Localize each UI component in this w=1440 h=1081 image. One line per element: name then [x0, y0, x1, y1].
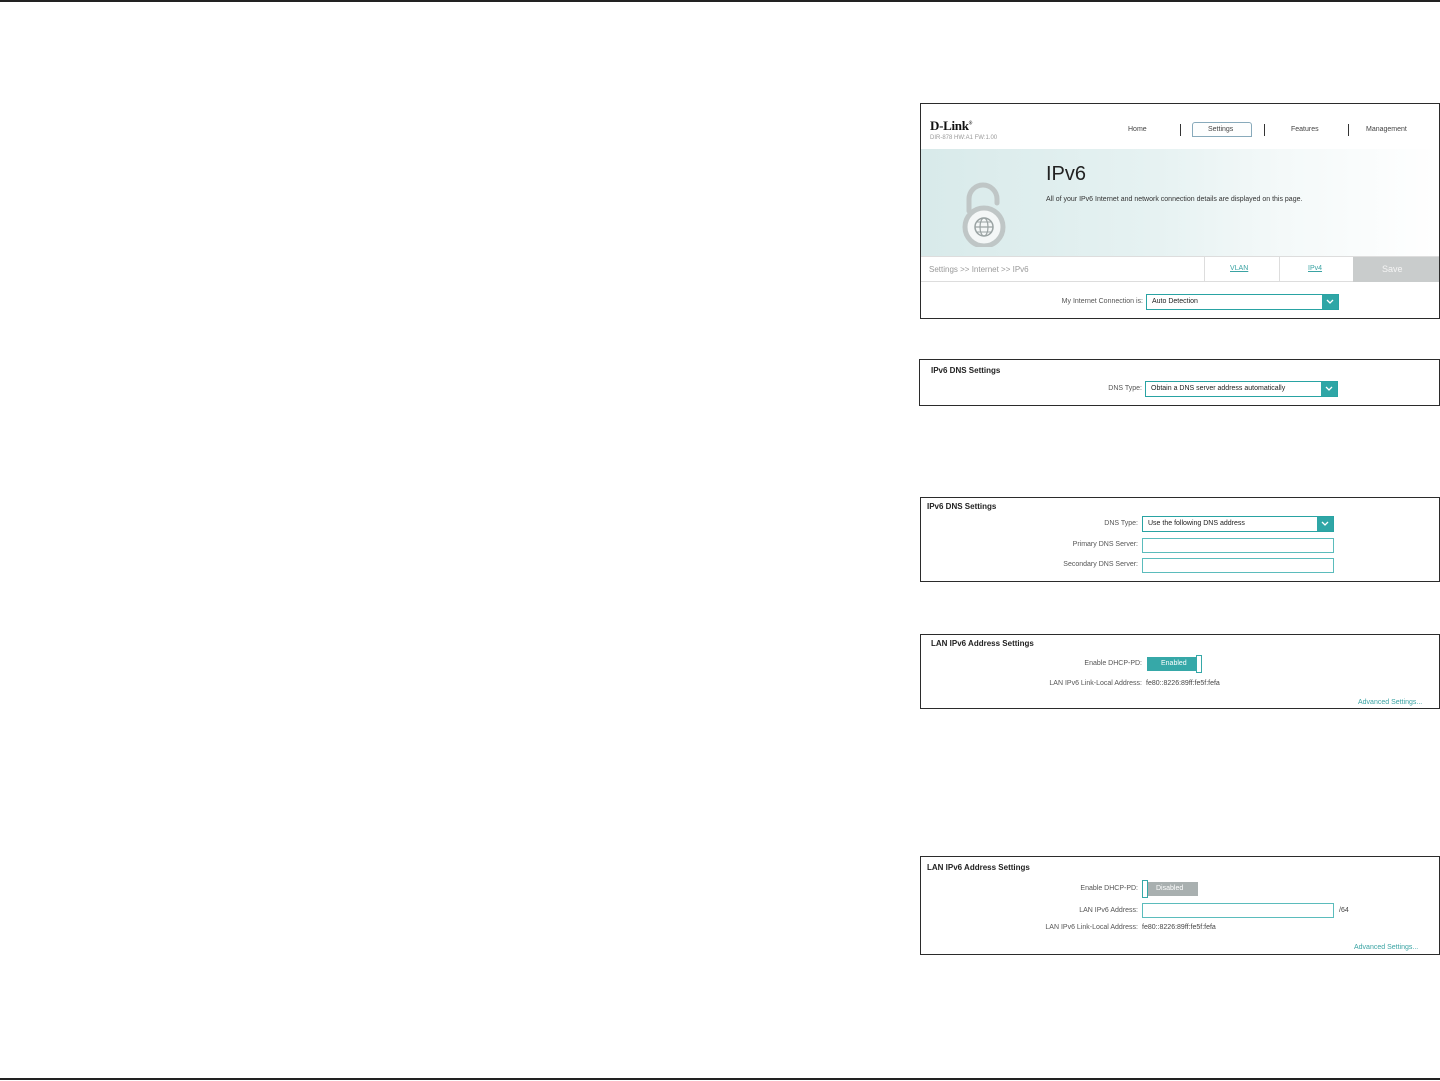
- chevron-down-icon[interactable]: [1317, 517, 1333, 531]
- nav-settings[interactable]: Settings: [1208, 126, 1234, 133]
- section-title: IPv6 DNS Settings: [927, 502, 997, 511]
- section-title: IPv6 DNS Settings: [931, 366, 1001, 375]
- nav-divider: [1180, 124, 1181, 136]
- link-local-value: fe80::8226:89ff:fe5f:fefa: [1146, 680, 1220, 687]
- save-button[interactable]: [1353, 257, 1439, 282]
- dns-manual-panel: [920, 497, 1440, 582]
- ipv6-main-panel: [920, 103, 1440, 319]
- dhcp-pd-toggle[interactable]: [1145, 882, 1198, 896]
- advanced-settings-link[interactable]: Advanced Settings...: [1354, 944, 1419, 951]
- breadcrumb: Settings >> Internet >> IPv6: [929, 265, 1029, 274]
- top-header: [921, 104, 1439, 149]
- lan-ipv6-address-input[interactable]: [1142, 903, 1334, 918]
- save-button-label: Save: [1382, 264, 1403, 274]
- dhcp-pd-state: Enabled: [1161, 660, 1187, 667]
- dlink-logo: D-Link®: [930, 118, 973, 133]
- nav-management[interactable]: Management: [1366, 126, 1407, 133]
- dns-type-value: Use the following DNS address: [1148, 520, 1245, 527]
- dns-type-label: DNS Type:: [1104, 520, 1138, 527]
- secondary-dns-input[interactable]: [1142, 558, 1334, 573]
- lan-enabled-panel: [920, 634, 1440, 709]
- page-title: IPv6: [1046, 163, 1087, 185]
- section-title: LAN IPv6 Address Settings: [931, 639, 1034, 648]
- nav-divider: [1348, 124, 1349, 136]
- secondary-dns-label: Secondary DNS Server:: [1063, 561, 1138, 568]
- tab-vlan[interactable]: [1204, 257, 1280, 282]
- dns-type-select[interactable]: [1145, 381, 1338, 397]
- tab-vlan-label[interactable]: VLAN: [1230, 265, 1249, 272]
- link-local-label: LAN IPv6 Link-Local Address:: [1049, 680, 1142, 687]
- dhcp-pd-toggle[interactable]: [1147, 657, 1197, 671]
- dhcp-pd-label: Enable DHCP-PD:: [1080, 885, 1138, 892]
- advanced-settings-link[interactable]: Advanced Settings...: [1358, 699, 1423, 706]
- lock-globe-icon: [959, 181, 1009, 247]
- firmware-info: DIR-878 HW:A1 FW:1.00: [930, 135, 998, 141]
- lan-disabled-panel: [920, 856, 1440, 955]
- connection-type-value: Auto Detection: [1152, 298, 1198, 305]
- nav-home[interactable]: Home: [1128, 126, 1147, 133]
- dns-type-select[interactable]: [1142, 516, 1334, 532]
- hero-banner: [921, 149, 1439, 256]
- prefix-suffix: /64: [1339, 907, 1349, 914]
- connection-label: My Internet Connection is:: [1061, 298, 1143, 305]
- dhcp-pd-state: Disabled: [1156, 885, 1184, 892]
- page-description: All of your IPv6 Internet and network connection details are displayed on this page.: [1046, 196, 1303, 203]
- chevron-down-icon[interactable]: [1322, 295, 1338, 309]
- dns-type-label: DNS Type:: [1108, 385, 1142, 392]
- section-title: LAN IPv6 Address Settings: [927, 863, 1030, 872]
- nav-features[interactable]: Features: [1291, 126, 1319, 133]
- chevron-down-icon[interactable]: [1321, 382, 1337, 396]
- dns-auto-panel: [919, 359, 1440, 406]
- breadcrumb-bar: [921, 256, 1439, 282]
- tab-ipv4[interactable]: [1279, 257, 1353, 282]
- nav-divider: [1264, 124, 1265, 136]
- dhcp-pd-label: Enable DHCP-PD:: [1084, 660, 1142, 667]
- toggle-knob[interactable]: [1142, 880, 1148, 898]
- dns-type-value: Obtain a DNS server address automatically: [1151, 385, 1286, 392]
- bottom-rule: [0, 1078, 1440, 1080]
- tab-ipv4-label[interactable]: IPv4: [1308, 265, 1323, 272]
- connection-type-select[interactable]: [1146, 294, 1339, 310]
- primary-dns-label: Primary DNS Server:: [1072, 541, 1138, 548]
- lan-ipv6-address-label: LAN IPv6 Address:: [1079, 907, 1138, 914]
- toggle-knob[interactable]: [1196, 655, 1202, 673]
- link-local-label: LAN IPv6 Link-Local Address:: [1045, 924, 1138, 931]
- link-local-value: fe80::8226:89ff:fe5f:fefa: [1142, 924, 1216, 931]
- primary-dns-input[interactable]: [1142, 538, 1334, 553]
- top-rule: [0, 0, 1440, 2]
